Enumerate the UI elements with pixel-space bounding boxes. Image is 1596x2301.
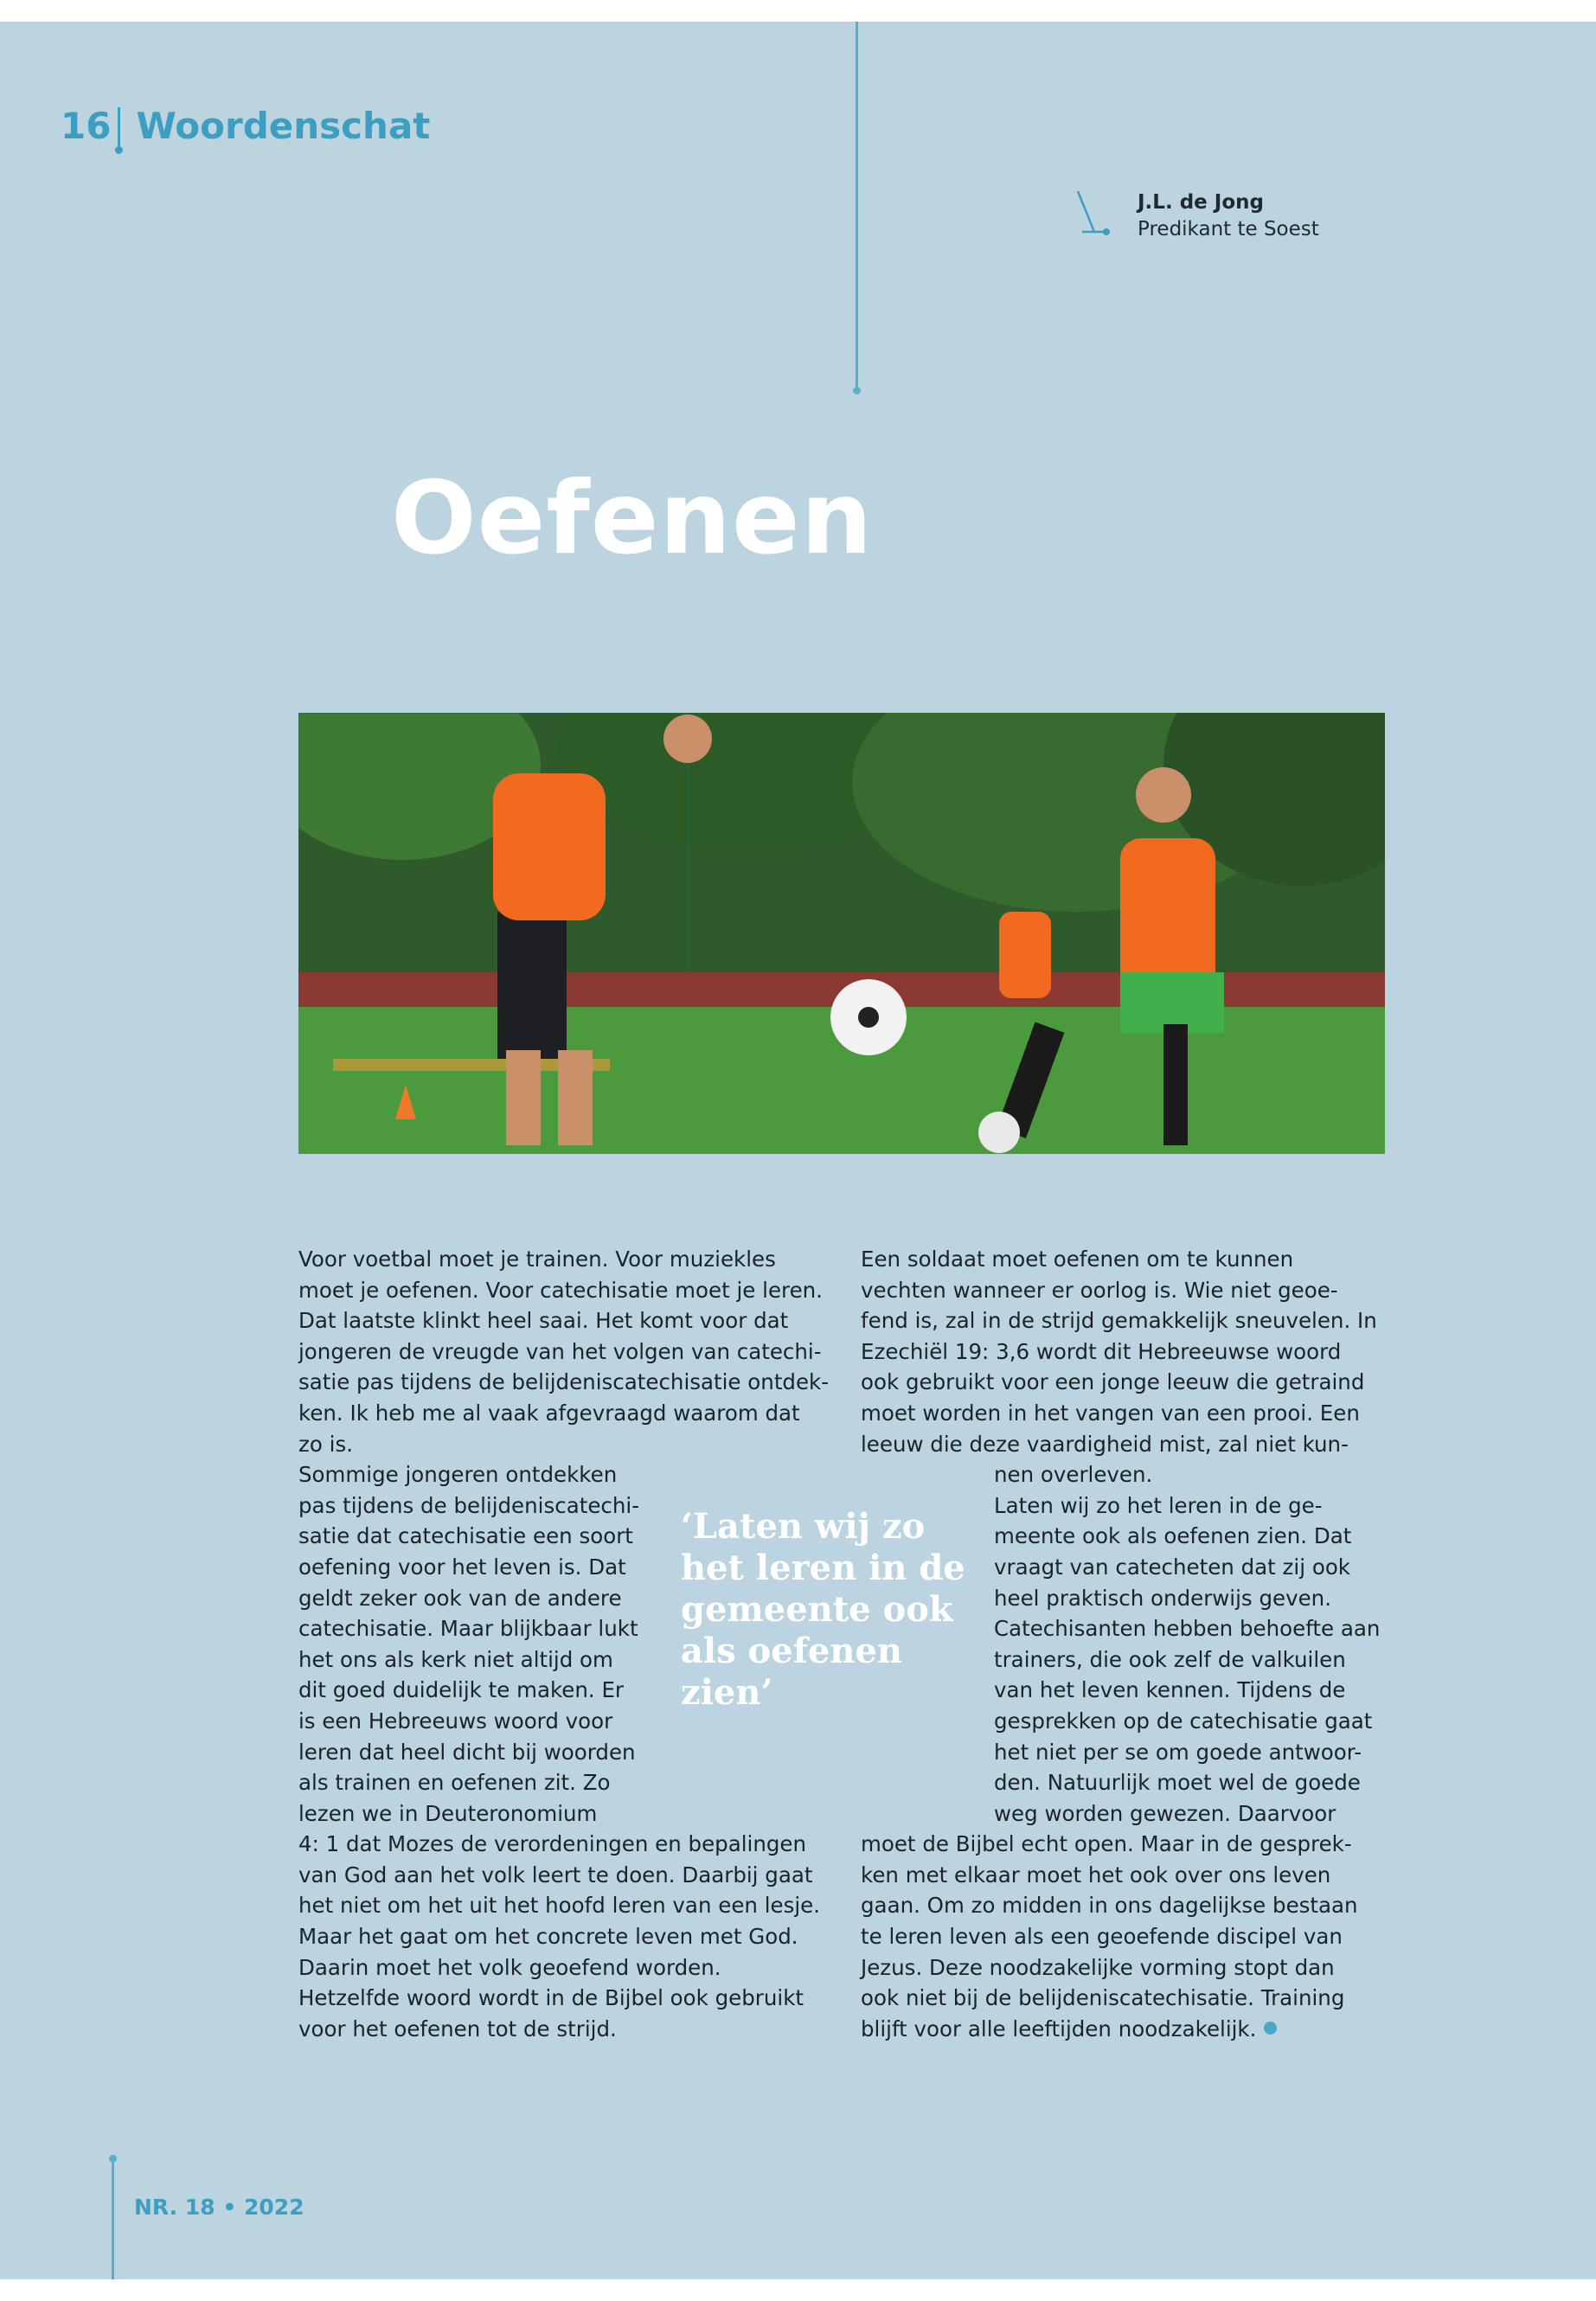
text-line: ken. Ik heb me al vaak afgevraagd waarom dat: [298, 1400, 800, 1426]
text-line: Sommige jongeren ontdekken: [298, 1462, 618, 1488]
football-training-image: [298, 713, 1385, 1154]
last-text-line: blijft voor alle leeftijden noodzakelijk.: [861, 2016, 1257, 2041]
page-number: 16: [61, 104, 112, 147]
text-line: van God aan het volk leert te doen. Daarbij gaat: [298, 1862, 813, 1888]
text-line: dit goed duidelijk te maken. Er: [298, 1677, 625, 1703]
text-line: Catechisanten hebben behoefte aan: [994, 1616, 1381, 1642]
text-line: 4: 1 dat Mozes de verordeningen en bepalingen: [298, 1831, 807, 1857]
text-line: Maar het gaat om het concrete leven met God.: [298, 1924, 798, 1950]
text-line: Dat laatste klinkt heel saai. Het komt voor dat: [298, 1308, 789, 1334]
text-line: Hetzelfde woord wordt in de Bijbel ook gebruikt: [298, 1985, 804, 2011]
right-column-text: [861, 1244, 1380, 2044]
pull-quote-line: het leren in de: [681, 1548, 965, 1588]
section-title: Woordenschat: [136, 104, 431, 147]
pull-quote-line: als oefenen: [681, 1631, 902, 1671]
magazine-page: [0, 22, 1596, 2279]
top-vertical-rule: [856, 22, 858, 391]
pull-quote-line: gemeente ook: [681, 1589, 953, 1630]
text-line: ook gebruikt voor een jonge leeuw die getraind: [861, 1369, 1365, 1395]
text-line: moet de Bijbel echt open. Maar in de gesprek-: [861, 1831, 1352, 1857]
text-line: gaan. Om zo midden in ons dagelijkse bestaan: [861, 1893, 1358, 1919]
text-line: jongeren de vreugde van het volgen van catechi-: [298, 1338, 822, 1364]
text-line: Jezus. Deze noodzakelijke vorming stopt dan: [861, 1954, 1335, 1980]
text-line: moet je oefenen. Voor catechisatie moet je leren.: [298, 1277, 823, 1303]
end-mark-icon: [1264, 2022, 1277, 2035]
text-line: vechten wanneer er oorlog is. Wie niet geoe-: [861, 1277, 1338, 1303]
text-line: Ezechiël 19: 3,6 wordt dit Hebreeuwse woord: [861, 1338, 1342, 1364]
bottom-vertical-rule: [112, 2158, 114, 2279]
text-line: meente ook als oefenen zien. Dat: [994, 1523, 1352, 1549]
text-line: moet worden in het vangen van een prooi. Een: [861, 1400, 1360, 1426]
header-divider: [118, 107, 120, 151]
text-line: het niet per se om goede antwoor-: [994, 1739, 1362, 1765]
text-line: van het leven kennen. Tijdens de: [994, 1677, 1346, 1703]
article-photo: [298, 713, 1385, 1154]
text-line: leeuw die deze vaardigheid mist, zal niet kun-: [861, 1431, 1349, 1457]
text-line: nen overleven.: [994, 1462, 1153, 1488]
author-arrow-icon: [1075, 189, 1110, 240]
pull-quote-line: zien’: [681, 1672, 773, 1713]
article-title: Oefenen: [391, 460, 874, 577]
text-line: voor het oefenen tot de strijd.: [298, 2016, 617, 2041]
text-line: catechisatie. Maar blijkbaar lukt: [298, 1616, 638, 1642]
author-role: Predikant te Soest: [1138, 218, 1319, 240]
text-line: het niet om het uit het hoofd leren van een lesje.: [298, 1893, 821, 1919]
text-line: heel praktisch onderwijs geven.: [994, 1585, 1331, 1611]
text-line: is een Hebreeuws woord voor: [298, 1708, 613, 1734]
author-byline: [1138, 189, 1319, 243]
text-line: Laten wij zo het leren in de ge-: [994, 1492, 1323, 1518]
text-line: trainers, die ook zelf de valkuilen: [994, 1646, 1346, 1672]
text-line: fend is, zal in de strijd gemakkelijk sneuvelen. In: [861, 1308, 1377, 1334]
text-line: pas tijdens de belijdeniscatechi-: [298, 1492, 640, 1518]
text-line: satie dat catechisatie een soort: [298, 1523, 633, 1549]
text-line: zo is.: [298, 1431, 353, 1457]
text-line: Een soldaat moet oefenen om te kunnen: [861, 1247, 1294, 1272]
text-line: geldt zeker ook van de andere: [298, 1585, 622, 1611]
author-name: J.L. de Jong: [1138, 191, 1264, 214]
text-line: Voor voetbal moet je trainen. Voor muziekles: [298, 1247, 776, 1272]
text-line: lezen we in Deuteronomium: [298, 1800, 598, 1826]
text-line: [861, 2014, 1380, 2045]
text-line: weg worden gewezen. Daarvoor: [994, 1800, 1336, 1826]
text-line: gesprekken op de catechisatie gaat: [994, 1708, 1373, 1734]
text-line: leren dat heel dicht bij woorden: [298, 1739, 636, 1765]
text-line: als trainen en oefenen zit. Zo: [298, 1770, 611, 1796]
text-line: satie pas tijdens de belijdeniscatechisatie ontdek-: [298, 1369, 830, 1395]
issue-footer: NR. 18 • 2022: [134, 2195, 304, 2220]
text-line: Daarin moet het volk geoefend worden.: [298, 1954, 721, 1980]
text-line: oefening voor het leven is. Dat: [298, 1554, 626, 1580]
text-line: het ons als kerk niet altijd om: [298, 1646, 613, 1672]
pull-quote-line: ‘Laten wij zo: [681, 1506, 926, 1547]
text-line: ken met elkaar moet het ook over ons leven: [861, 1862, 1331, 1888]
text-line: den. Natuurlijk moet wel de goede: [994, 1770, 1361, 1796]
text-line: te leren leven als een geoefende discipel van: [861, 1924, 1343, 1950]
page-header: [61, 99, 430, 151]
text-line: ook niet bij de belijdeniscatechisatie. Training: [861, 1985, 1345, 2011]
text-line: vraagt van catecheten dat zij ook: [994, 1554, 1350, 1580]
